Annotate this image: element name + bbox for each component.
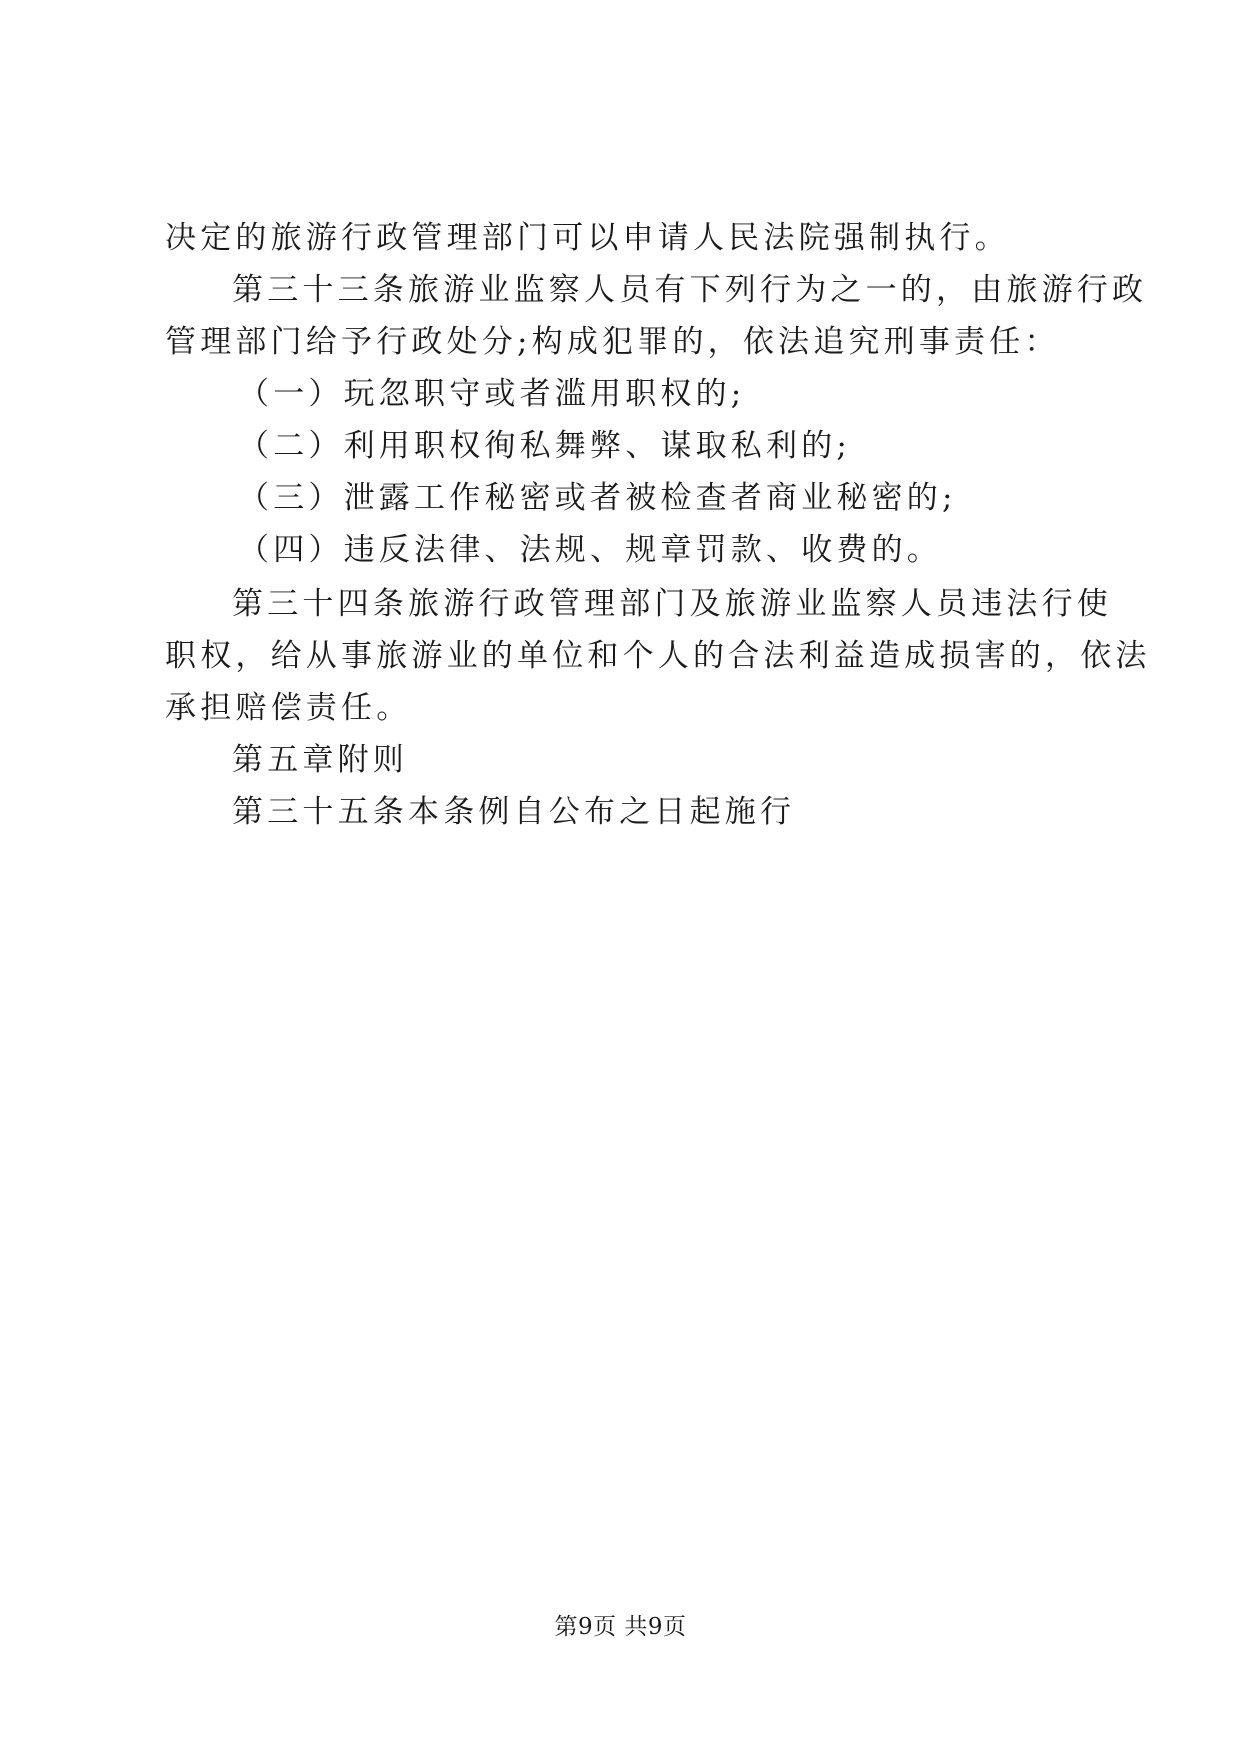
article-35-line-1: 第三十五条本条例自公布之日起施行	[232, 794, 796, 830]
paragraph-line-continued: 决定的旅游行政管理部门可以申请人民法院强制执行。	[165, 220, 1010, 256]
list-item-2: （二）利用职权徇私舞弊、谋取私利的;	[238, 428, 852, 464]
list-item-3: （三）泄露工作秘密或者被检查者商业秘密的;	[238, 480, 957, 516]
list-item-1: （一）玩忽职守或者滥用职权的;	[238, 376, 746, 412]
article-33-line-1: 第三十三条旅游业监察人员有下列行为之一的，由旅游行政	[232, 272, 1148, 308]
article-34-line-2: 职权，给从事旅游业的单位和个人的合法利益造成损害的，依法	[165, 638, 1151, 674]
page-number-footer: 第9页 共9页	[554, 1614, 687, 1640]
list-item-4: （四）违反法律、法规、规章罚款、收费的。	[238, 532, 942, 568]
article-33-line-2: 管理部门给予行政处分;构成犯罪的，依法追究刑事责任：	[165, 324, 1060, 360]
article-34-line-1: 第三十四条旅游行政管理部门及旅游业监察人员违法行使	[232, 586, 1112, 622]
chapter-heading: 第五章附则	[232, 742, 408, 778]
article-34-line-3: 承担赔偿责任。	[165, 690, 412, 726]
